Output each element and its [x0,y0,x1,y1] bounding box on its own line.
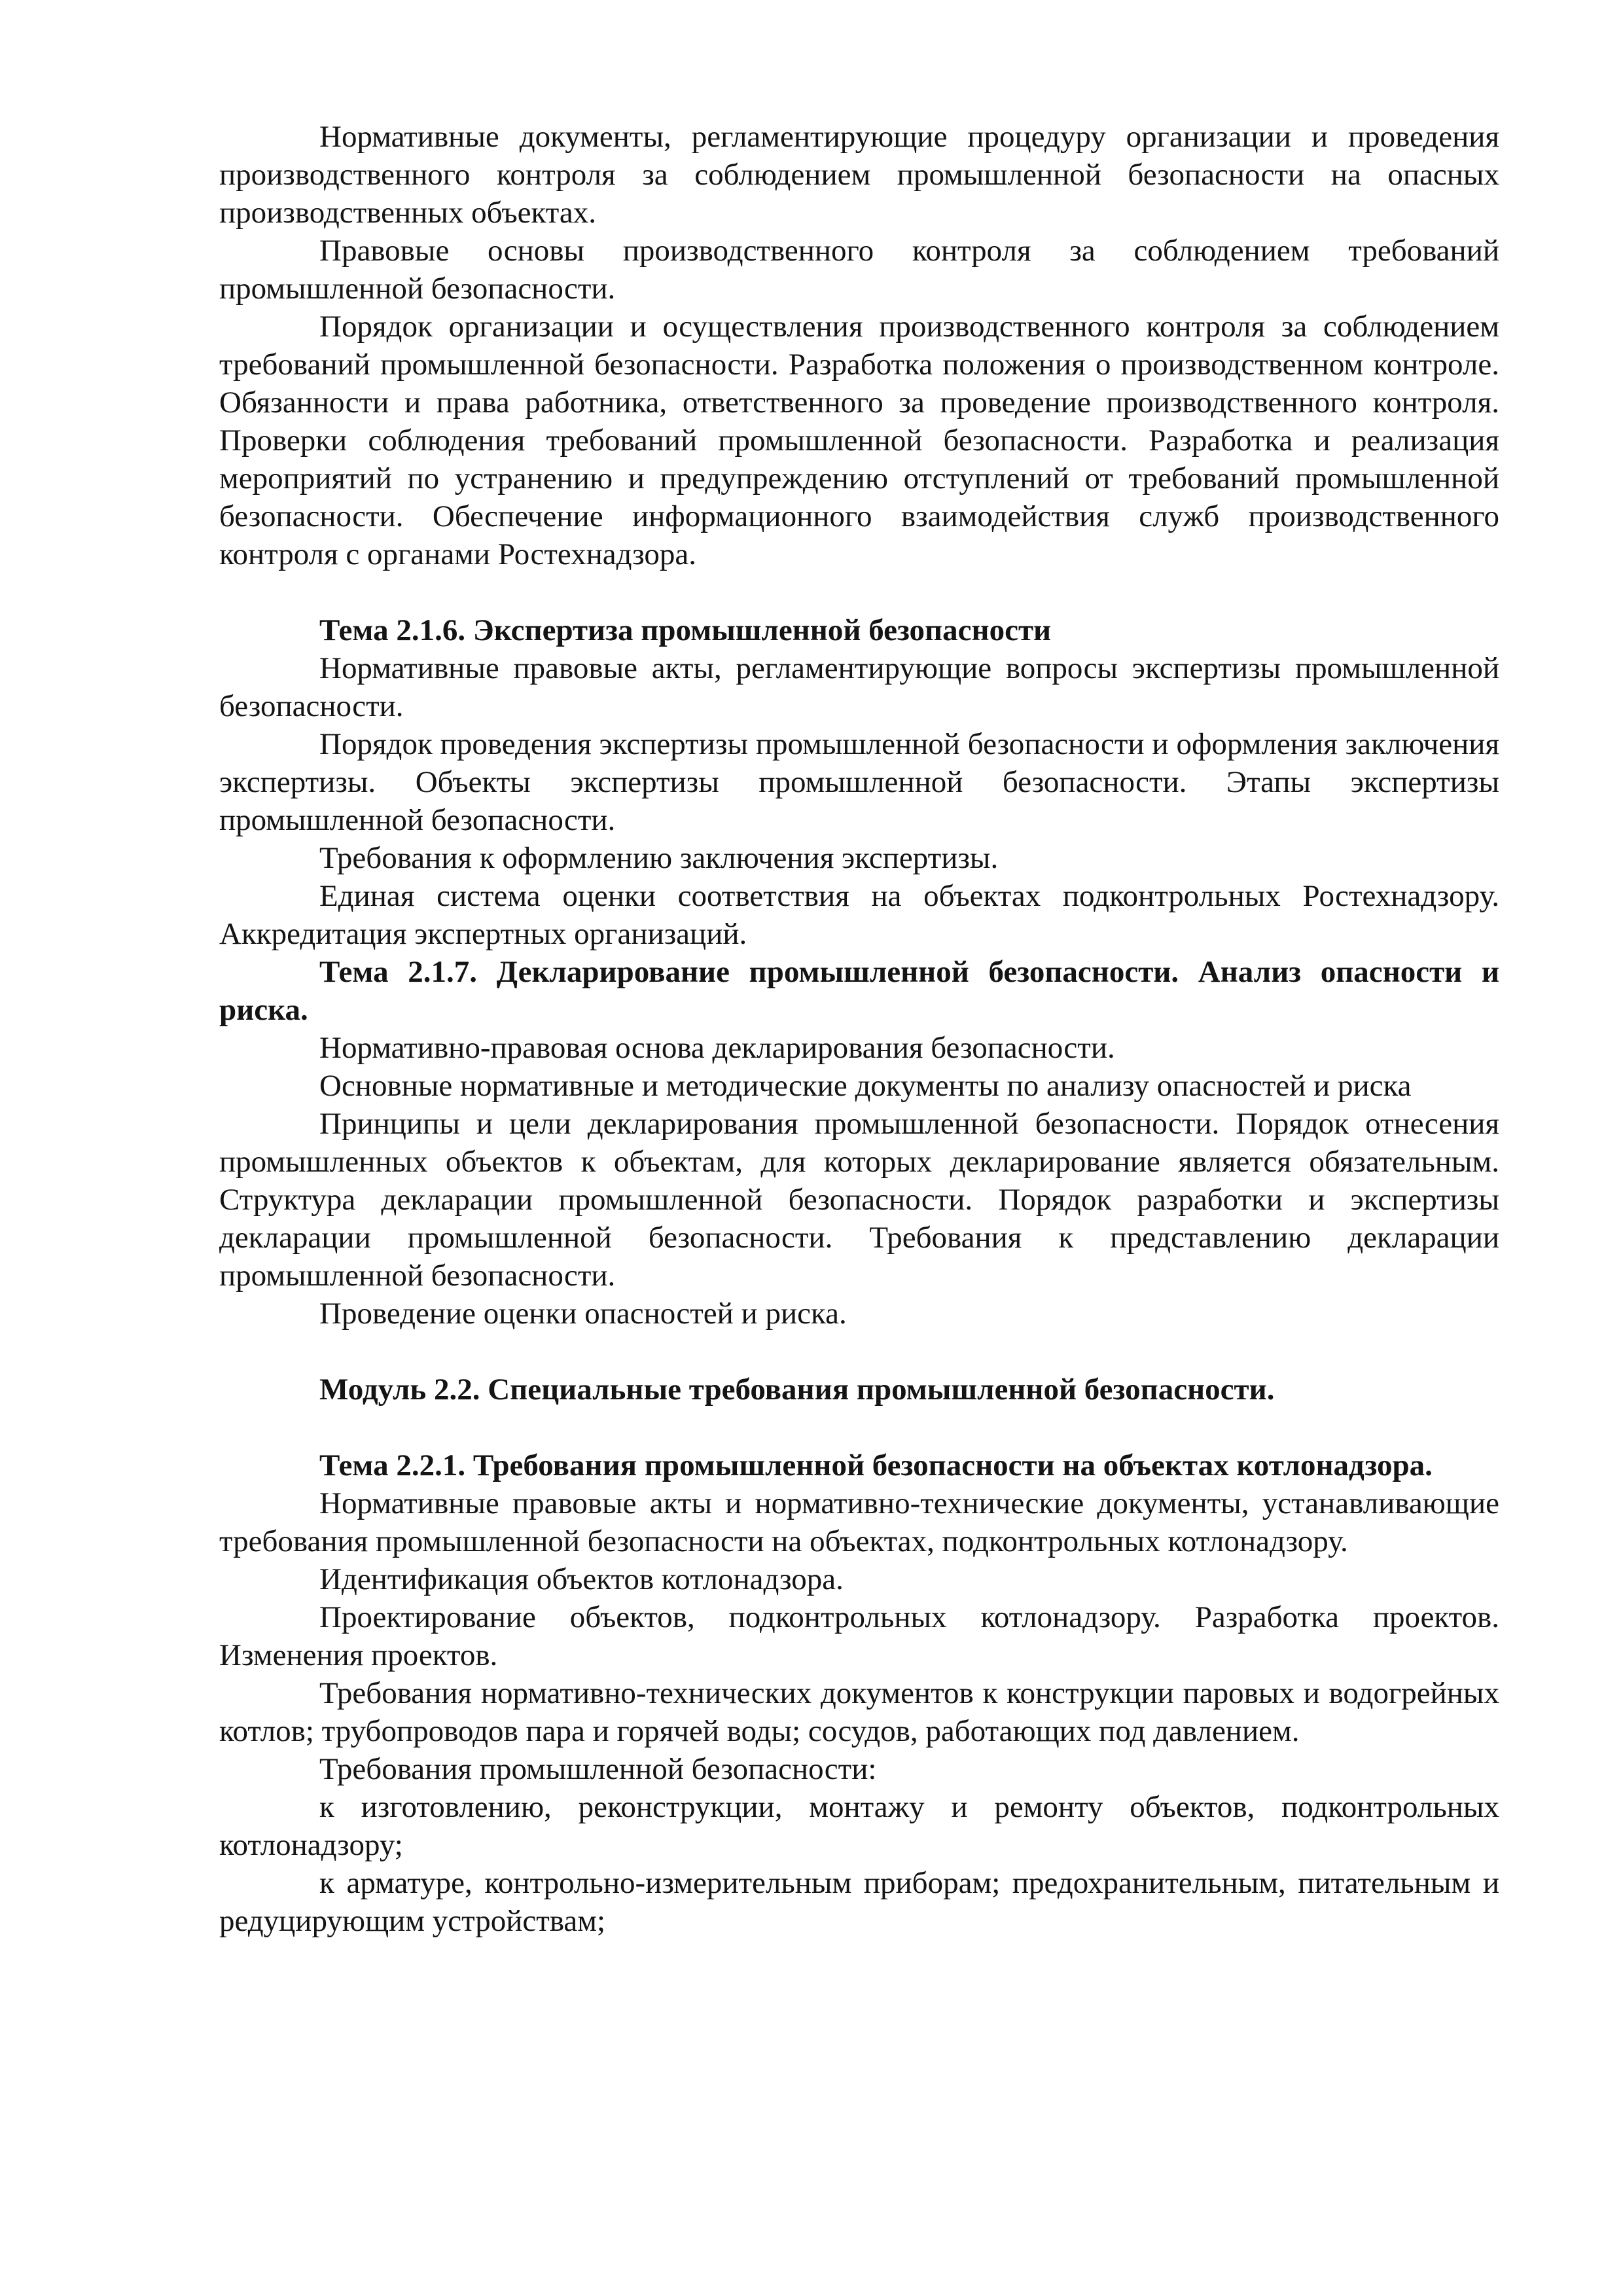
module-heading-2-2: Модуль 2.2. Специальные требования промышленной безопасности. [319,1372,1275,1407]
paragraph: Требования промышленной безопасности: [319,1752,877,1786]
paragraph: Проектирование объектов, подконтрольных котлонадзору. Разработка проектов. Изменения проектов. [219,1600,1499,1672]
spacer [219,1333,1499,1371]
paragraph: Нормативные документы, регламентирующие процедуру организации и проведения производственного контроля за соблюдением промышленной безопасности на опасных производственных объектах. [219,120,1499,230]
paragraph: к арматуре, контрольно-измерительным приборам; предохранительным, питательным и редуцирующим устройствам; [219,1866,1499,1938]
paragraph: Единая система оценки соответствия на объектах подконтрольных Ростехнадзору. Аккредитация экспертных организаций. [219,879,1499,951]
paragraph: Идентификация объектов котлонадзора. [319,1562,844,1596]
topic-heading-2-1-6: Тема 2.1.6. Экспертиза промышленной безопасности [319,613,1052,647]
document-page [219,118,1499,1940]
paragraph: Требования нормативно-технических документов к конструкции паровых и водогрейных котлов; трубопроводов пара и горячей воды; сосудов, работающих под давлением. [219,1676,1499,1748]
paragraph: Проведение оценки опасностей и риска. [319,1297,847,1331]
paragraph: Порядок проведения экспертизы промышленной безопасности и оформления заключения экспертизы. Объекты экспертизы промышленной безопасности. Этапы экспертизы промышленной безопасности. [219,727,1499,837]
paragraph: Основные нормативные и методические документы по анализу опасностей и риска [319,1069,1412,1103]
paragraph: к изготовлению, реконструкции, монтажу и ремонту объектов, подконтрольных котлонадзору; [219,1790,1499,1862]
paragraph: Нормативные правовые акты, регламентирующие вопросы экспертизы промышленной безопасности. [219,651,1499,723]
paragraph: Порядок организации и осуществления производственного контроля за соблюдением требований промышленной безопасности. Разработка положения о производственном контроле. Обязанности и права работника, ответственного за проведение производственного контроля. Проверки соблюдения требований промышленной безопасности. Разработка и реализация мероприятий по устранению и предупреждению отступлений от требований промышленной безопасности. Обеспечение информационного взаимодействия служб производственного контроля с органами Ростехнадзора. [219,310,1499,571]
paragraph: Нормативно-правовая основа декларирования безопасности. [319,1031,1115,1065]
paragraph: Принципы и цели декларирования промышленной безопасности. Порядок отнесения промышленных объектов к объектам, для которых декларирование является обязательным. Структура декларации промышленной безопасности. Порядок разработки и экспертизы декларации промышленной безопасности. Требования к представлению декларации промышленной безопасности. [219,1107,1499,1293]
spacer [219,573,1499,611]
paragraph: Правовые основы производственного контроля за соблюдением требований промышленной безопасности. [219,234,1499,306]
spacer [219,1408,1499,1446]
topic-heading-2-1-7: Тема 2.1.7. Декларирование промышленной безопасности. Анализ опасности и риска. [219,955,1499,1027]
paragraph: Требования к оформлению заключения экспертизы. [319,841,999,875]
paragraph: Нормативные правовые акты и нормативно-технические документы, устанавливающие требования промышленной безопасности на объектах, подконтрольных котлонадзору. [219,1486,1499,1558]
topic-heading-2-2-1: Тема 2.2.1. Требования промышленной безопасности на объектах котлонадзора. [319,1448,1433,1482]
